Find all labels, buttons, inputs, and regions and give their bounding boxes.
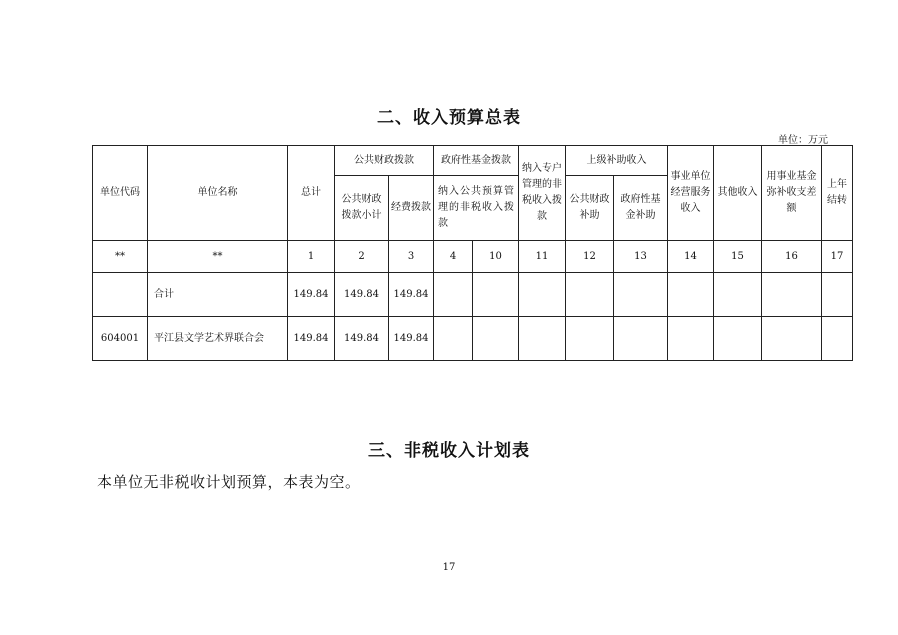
unit-label: 单位：万元 bbox=[778, 135, 828, 146]
cell-total: 149.84 bbox=[288, 273, 335, 317]
section-title-nontax-plan: 三、非税收入计划表 bbox=[368, 441, 530, 461]
income-budget-table bbox=[92, 145, 853, 361]
index-cell: 14 bbox=[668, 241, 714, 273]
index-cell: 16 bbox=[762, 241, 822, 273]
cell-name: 合计 bbox=[148, 273, 288, 317]
header-public-fiscal-subsidy: 公共财政补助 bbox=[566, 176, 614, 241]
index-cell: 11 bbox=[519, 241, 566, 273]
header-gov-fund-subsidy: 政府性基金补助 bbox=[614, 176, 668, 241]
cell-total: 149.84 bbox=[288, 317, 335, 361]
table-row bbox=[93, 273, 853, 317]
header-public-fiscal: 公共财政拨款 bbox=[335, 146, 434, 176]
header-public-fiscal-subtotal: 公共财政拨款小计 bbox=[335, 176, 389, 241]
income-budget-table-container bbox=[92, 145, 847, 365]
empty-table-note: 本单位无非税收计划预算，本表为空。 bbox=[97, 473, 361, 491]
cell-code bbox=[93, 273, 148, 317]
cell-subtotal: 149.84 bbox=[335, 317, 389, 361]
header-other-income: 其他收入 bbox=[714, 146, 762, 241]
header-superior-subsidy: 上级补助收入 bbox=[566, 146, 668, 176]
index-cell: 1 bbox=[288, 241, 335, 273]
header-unit-name: 单位名称 bbox=[148, 146, 288, 241]
index-cell: ** bbox=[148, 241, 288, 273]
header-business-income: 事业单位经营服务收入 bbox=[668, 146, 714, 241]
page-number: 17 bbox=[442, 562, 456, 573]
cell-name: 平江县文学艺术界联合会 bbox=[148, 317, 288, 361]
index-cell: 15 bbox=[714, 241, 762, 273]
index-cell: 13 bbox=[614, 241, 668, 273]
section-title-income-budget: 二、收入预算总表 bbox=[377, 108, 521, 128]
header-unit-code: 单位代码 bbox=[93, 146, 148, 241]
index-cell: 10 bbox=[473, 241, 519, 273]
index-cell: 3 bbox=[389, 241, 434, 273]
cell-subtotal: 149.84 bbox=[335, 273, 389, 317]
index-cell: 4 bbox=[434, 241, 473, 273]
index-row bbox=[93, 241, 853, 273]
index-cell: 2 bbox=[335, 241, 389, 273]
index-cell: 12 bbox=[566, 241, 614, 273]
cell-code: 604001 bbox=[93, 317, 148, 361]
index-cell: ** bbox=[93, 241, 148, 273]
table-row bbox=[93, 317, 853, 361]
header-fund-deficit: 用事业基金弥补收支差额 bbox=[762, 146, 822, 241]
header-last-year-carryover: 上年结转 bbox=[822, 146, 853, 241]
cell-funding: 149.84 bbox=[389, 273, 434, 317]
header-special-nontax: 纳入专户管理的非税收入拨款 bbox=[519, 146, 566, 241]
header-funding: 经费拨款 bbox=[389, 176, 434, 241]
header-nontax-in-budget: 纳入公共预算管理的非税收入拨款 bbox=[434, 176, 519, 241]
header-gov-fund: 政府性基金拨款 bbox=[434, 146, 519, 176]
cell-funding: 149.84 bbox=[389, 317, 434, 361]
header-total: 总计 bbox=[288, 146, 335, 241]
index-cell: 17 bbox=[822, 241, 853, 273]
